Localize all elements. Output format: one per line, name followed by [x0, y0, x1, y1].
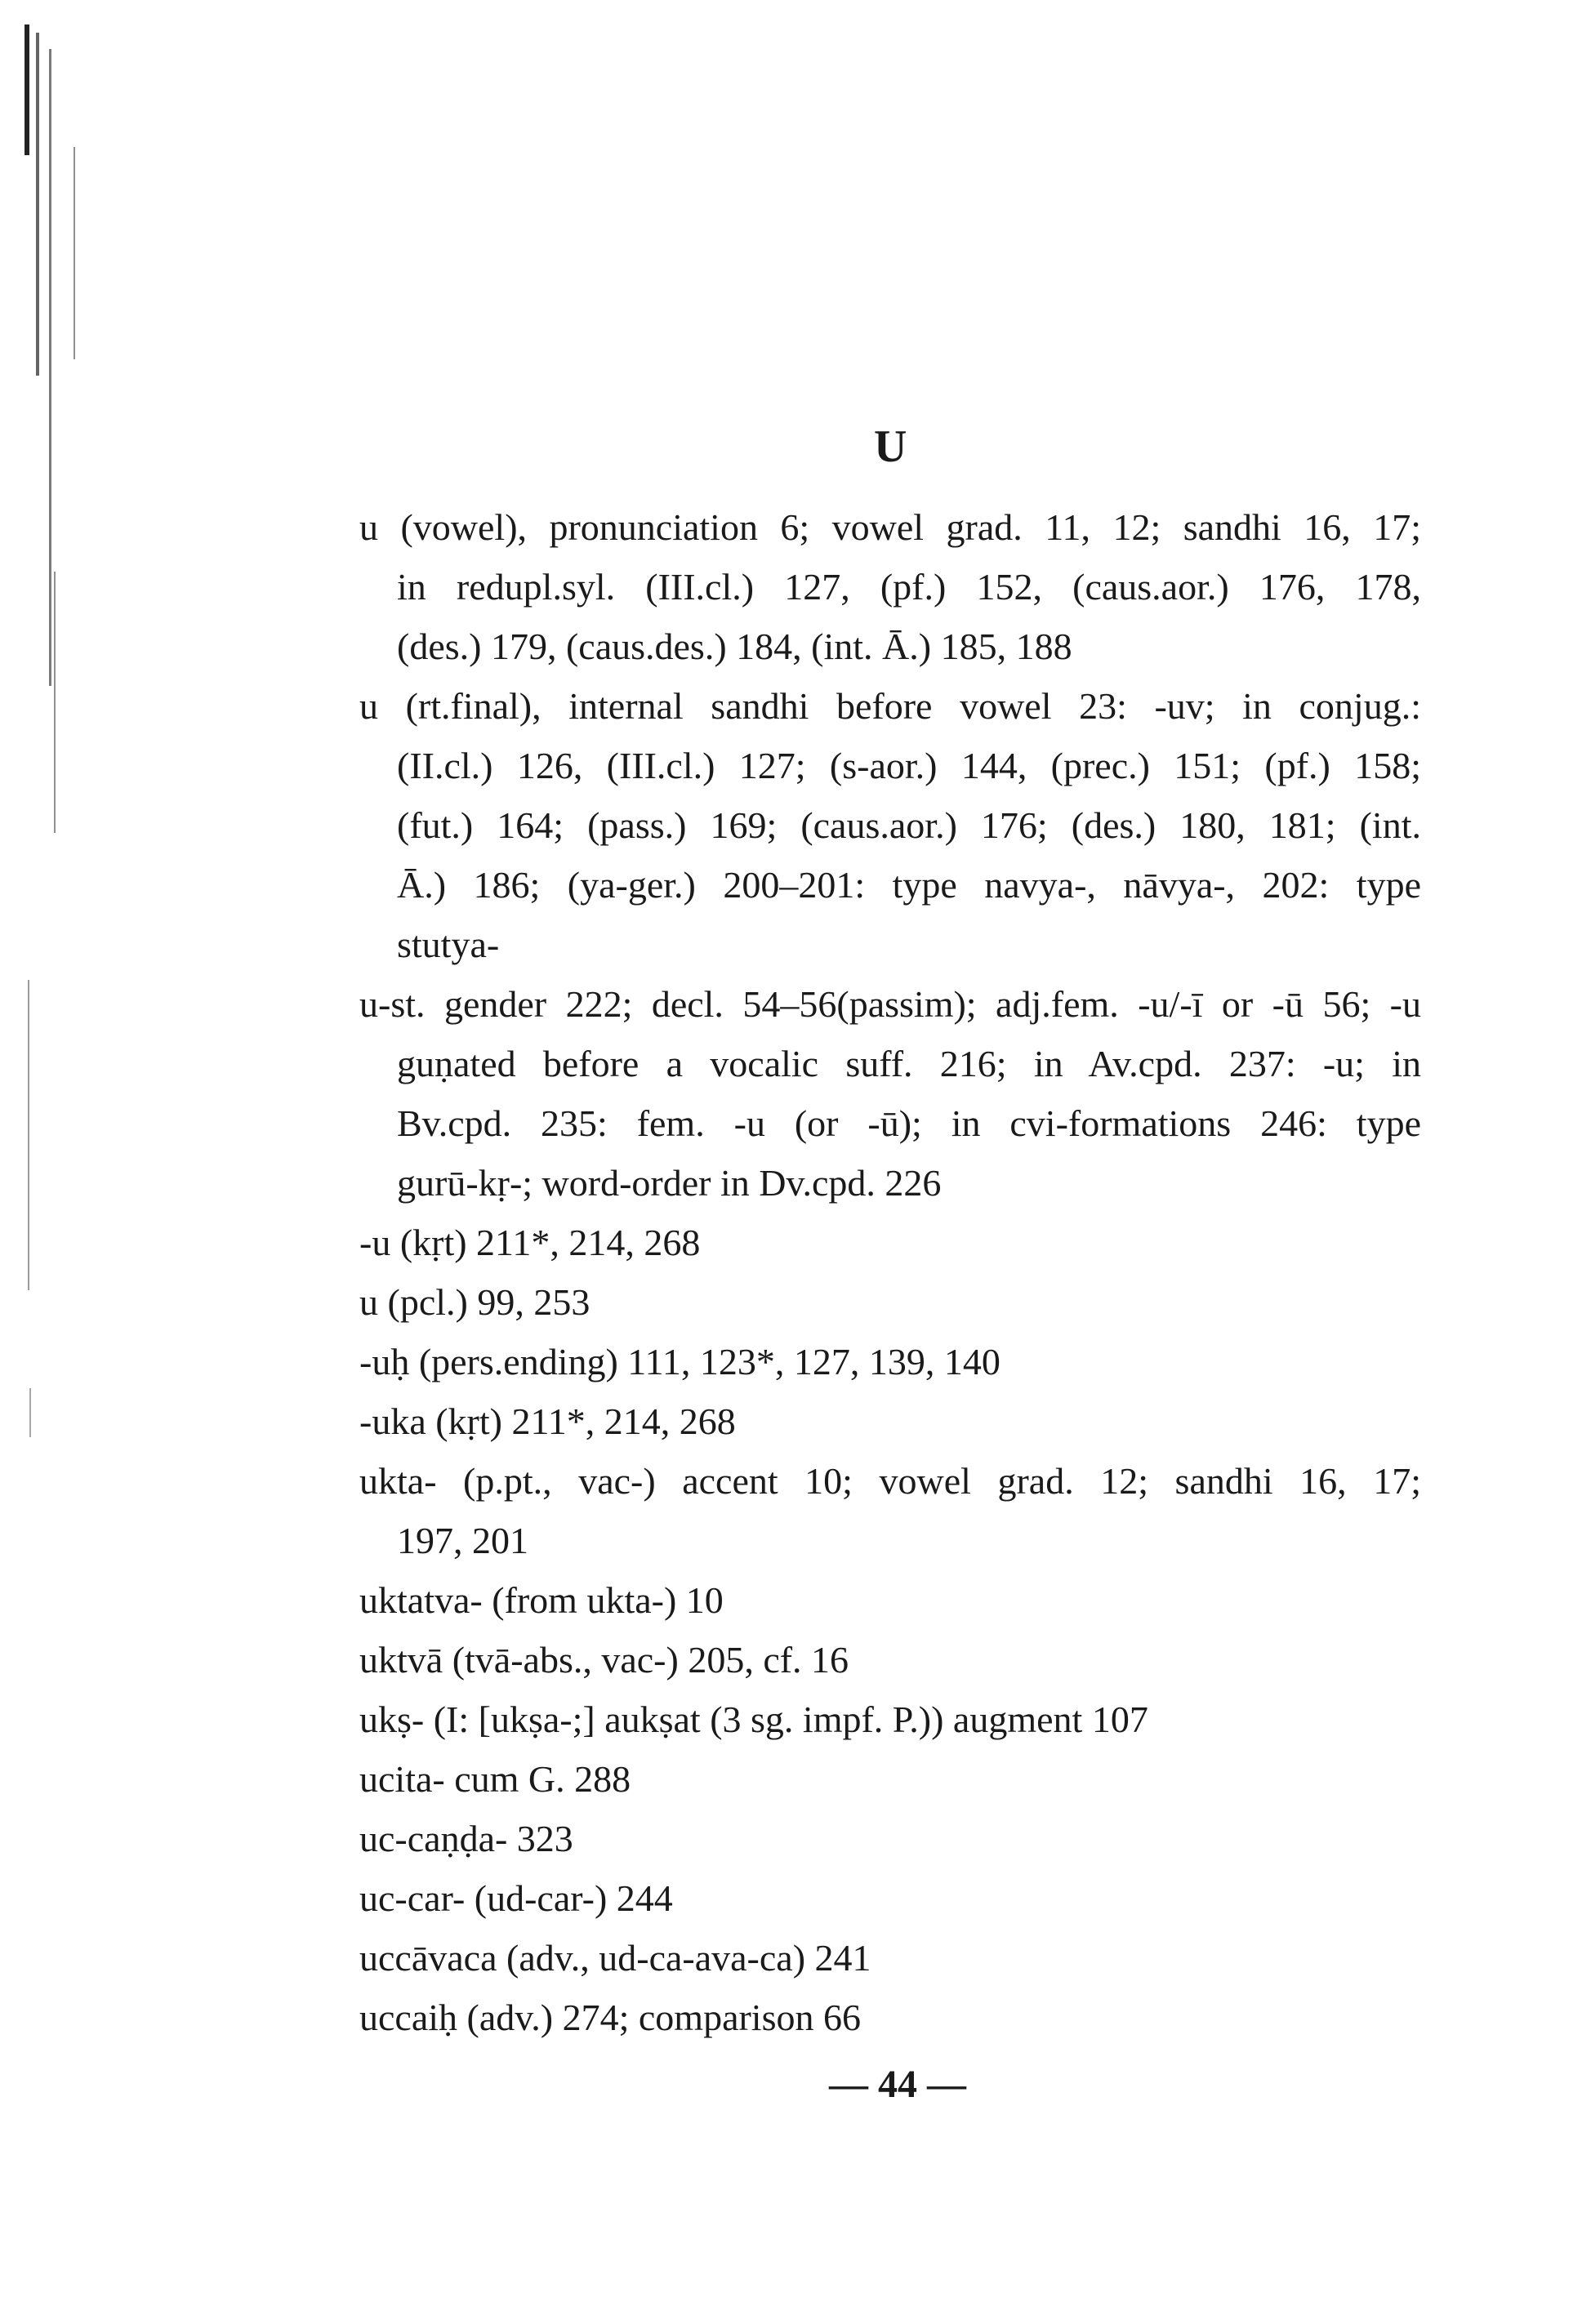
index-line: ucita- cum G. 288 [359, 1758, 631, 1800]
index-line: -uka (kṛt) 211*, 214, 268 [359, 1400, 736, 1442]
index-line: gurū-kṛ-; word-order in Dv.cpd. 226 [397, 1162, 942, 1204]
index-line: u (pcl.) 99, 253 [359, 1281, 590, 1323]
index-line: stutya- [397, 924, 500, 965]
index-line: -uḥ (pers.ending) 111, 123*, 127, 139, 140 [359, 1341, 1001, 1382]
index-line: uccaiḥ (adv.) 274; comparison 66 [359, 1997, 861, 2038]
section-heading: U [874, 421, 909, 472]
index-line: uktatva- (from ukta-) 10 [359, 1579, 724, 1621]
index-line: guṇated before a vocalic suff. 216; in Av.cpd. 237: -u; in [397, 1043, 1421, 1084]
scan-edge-mark [74, 147, 75, 359]
page-number: — 44 — [829, 2063, 966, 2106]
index-line: in redupl.syl. (III.cl.) 127, (pf.) 152, (caus.aor.) 176, 178, [397, 566, 1421, 608]
scan-edge-mark [54, 572, 56, 833]
index-line: (fut.) 164; (pass.) 169; (caus.aor.) 176; (des.) 180, 181; (int. [397, 804, 1421, 846]
scan-edge-mark [25, 24, 29, 155]
index-line: (II.cl.) 126, (III.cl.) 127; (s-aor.) 144, (prec.) 151; (pf.) 158; [397, 745, 1421, 786]
index-line: -u (kṛt) 211*, 214, 268 [359, 1222, 701, 1263]
scan-edge-mark [29, 1388, 31, 1437]
index-line: Bv.cpd. 235: fem. -u (or -ū); in cvi-formations 246: type [397, 1102, 1421, 1144]
index-line: ukṣ- (I: [ukṣa-;] aukṣat (3 sg. impf. P.)) augment 107 [359, 1698, 1148, 1740]
index-line: u-st. gender 222; decl. 54–56(passim); adj.fem. -u/-ī or -ū 56; -u [359, 983, 1421, 1025]
scan-edge-mark [49, 49, 51, 686]
index-line: (des.) 179, (caus.des.) 184, (int. Ā.) 185, 188 [397, 626, 1072, 667]
scan-edge-mark [28, 980, 29, 1290]
index-line: uktvā (tvā-abs., vac-) 205, cf. 16 [359, 1639, 849, 1681]
index-line: uc-caṇḍa- 323 [359, 1818, 573, 1859]
index-line: 197, 201 [397, 1520, 528, 1561]
index-line: uc-car- (ud-car-) 244 [359, 1877, 673, 1919]
index-line: u (vowel), pronunciation 6; vowel grad. 11, 12; sandhi 16, 17; [359, 506, 1421, 548]
index-line: Ā.) 186; (ya-ger.) 200–201: type navya-, nāvya-, 202: type [397, 864, 1421, 906]
index-line: ukta- (p.pt., vac-) accent 10; vowel grad. 12; sandhi 16, 17; [359, 1460, 1421, 1502]
index-line: u (rt.final), internal sandhi before vowel 23: -uv; in conjug.: [359, 685, 1421, 727]
scan-edge-mark [36, 33, 39, 376]
index-line: uccāvaca (adv., ud-ca-ava-ca) 241 [359, 1937, 871, 1979]
